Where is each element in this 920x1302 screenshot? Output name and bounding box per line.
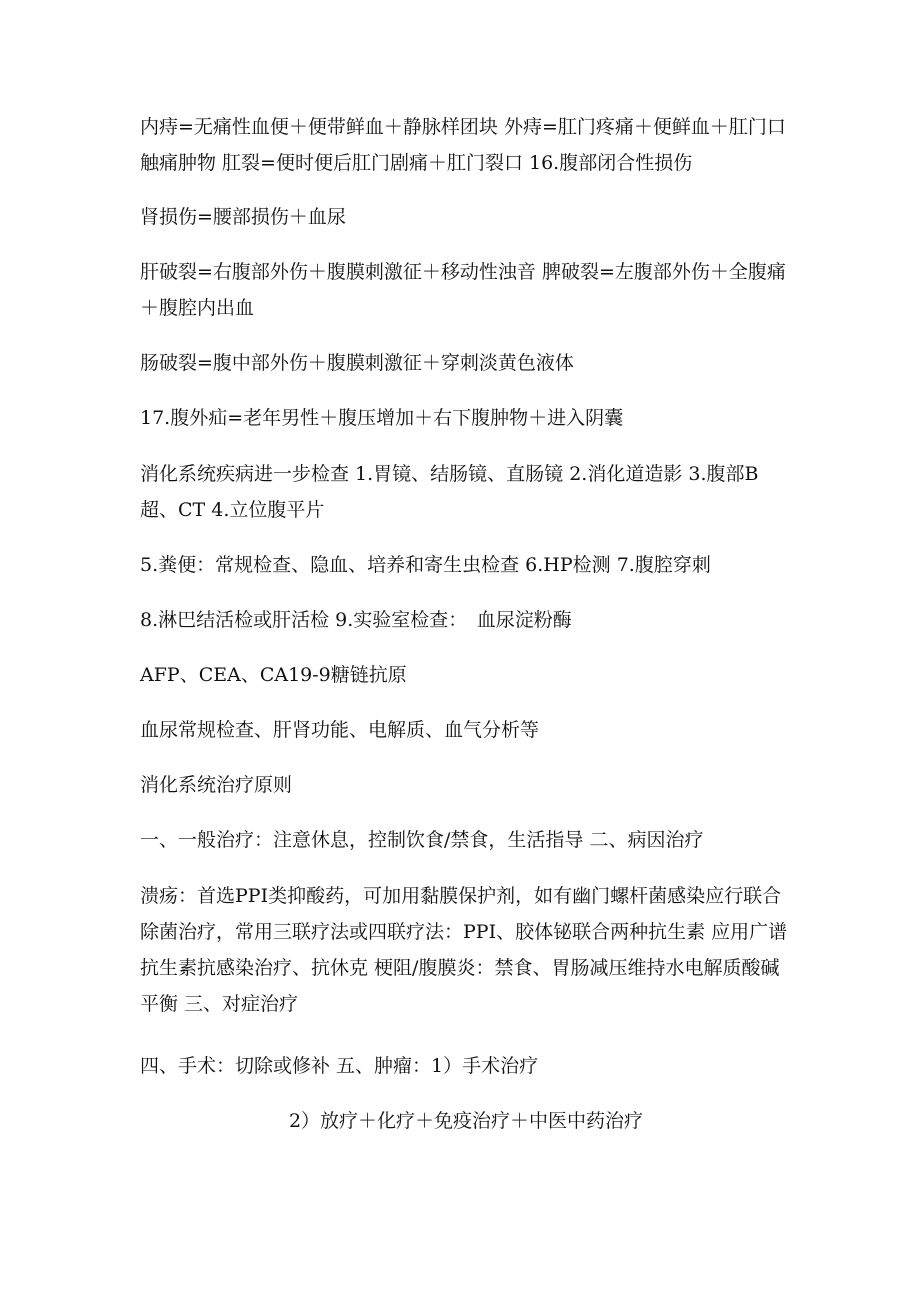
paragraph-further-exams: 消化系统疾病进一步检查 1.胃镜、结肠镜、直肠镜 2.消化道造影 3.腹部B超、CT 4.立位腹平片	[140, 463, 759, 521]
paragraph-radiochemo: 2）放疗＋化疗＋免疫治疗＋中医中药治疗	[288, 1110, 644, 1132]
paragraph-biopsy-lab: 8.淋巴结活检或肝活检 9.实验室检查： 血尿淀粉酶	[140, 609, 572, 631]
paragraph-treatment-heading: 消化系统治疗原则	[140, 774, 293, 796]
paragraph-surgery: 四、手术：切除或修补 五、肿瘤：1）手术治疗	[140, 1055, 539, 1077]
paragraph-hernia: 17.腹外疝=老年男性＋腹压增加＋右下腹肿物＋进入阴囊	[140, 407, 624, 429]
paragraph-tumor-markers: AFP、CEA、CA19-9糖链抗原	[140, 664, 407, 686]
paragraph-stool-exams: 5.粪便：常规检查、隐血、培养和寄生虫检查 6.HP检测 7.腹腔穿刺	[140, 554, 711, 576]
paragraph-hemorrhoids: 内痔=无痛性血便＋便带鲜血＋静脉样团块 外痔=肛门疼痛＋便鲜血＋肛门口触痛肿物 肛裂=便时便后肛门剧痛＋肛门裂口 16.腹部闭合性损伤	[140, 116, 786, 174]
paragraph-liver-spleen-rupture: 肝破裂=右腹部外伤＋腹膜刺激征＋移动性浊音 脾破裂=左腹部外伤＋全腹痛＋腹腔内出血	[140, 261, 786, 319]
paragraph-intestine-rupture: 肠破裂=腹中部外伤＋腹膜刺激征＋穿刺淡黄色液体	[140, 352, 574, 374]
paragraph-general-treatment: 一、一般治疗：注意休息，控制饮食/禁食，生活指导 二、病因治疗	[140, 829, 704, 851]
paragraph-ulcer-treatment: 溃疡：首选PPI类抑酸药，可加用黏膜保护剂，如有幽门螺杆菌感染应行联合除菌治疗，常用三联疗法或四联疗法：PPI、胶体铋联合两种抗生素 应用广谱抗生素抗感染治疗、抗休克 梗阻/腹膜炎：禁食、胃肠减压维持水电解质酸碱平衡 三、对症治疗	[140, 885, 788, 1015]
paragraph-kidney-injury: 肾损伤=腰部损伤＋血尿	[140, 206, 346, 228]
paragraph-routine-tests: 血尿常规检查、肝肾功能、电解质、血气分析等	[140, 719, 540, 741]
